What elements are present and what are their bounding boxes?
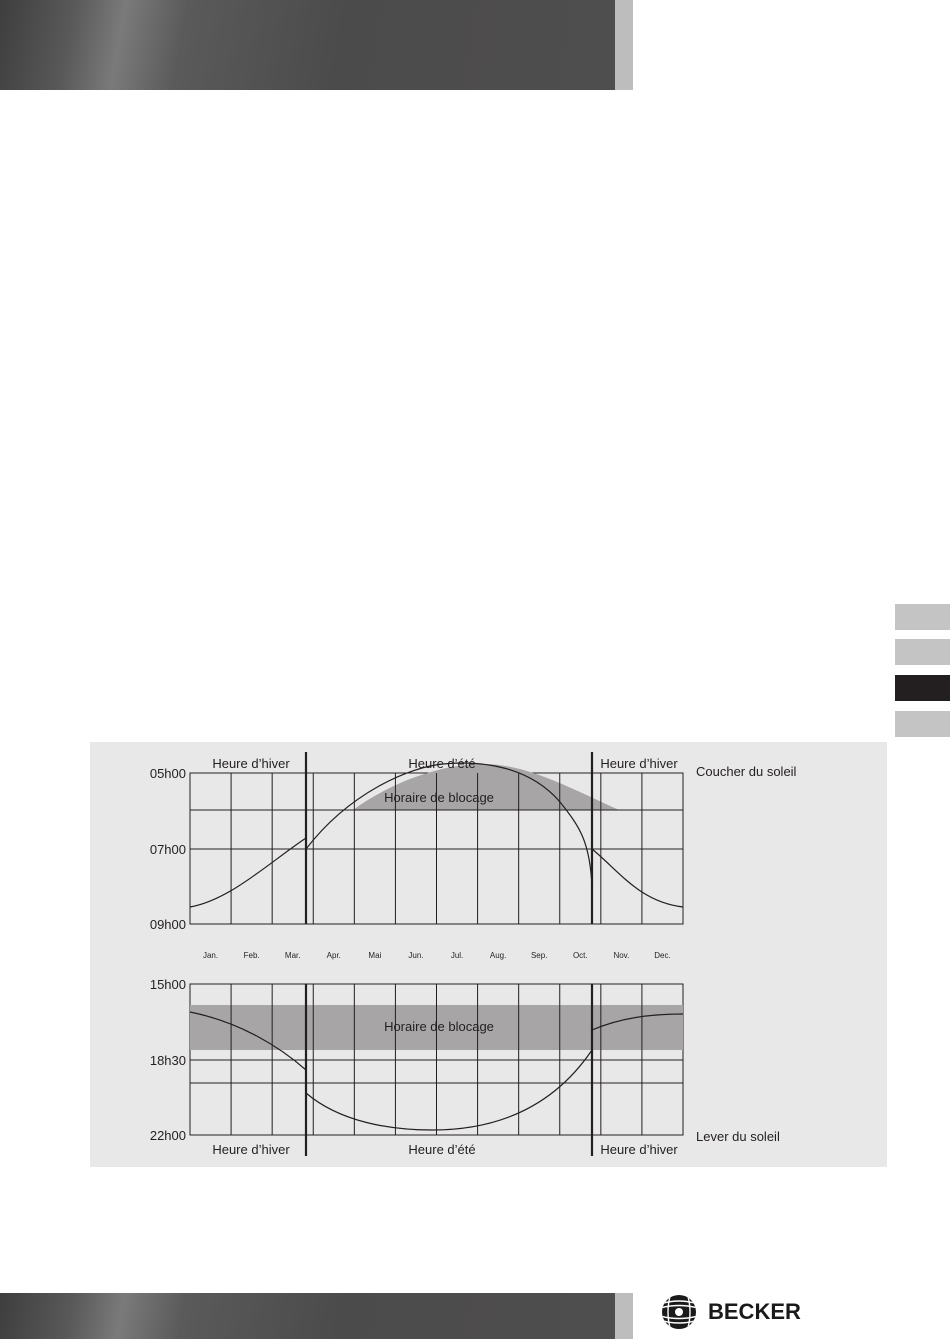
month-axis xyxy=(203,951,671,960)
bottom-y-tick-2200: 22h00 xyxy=(149,1128,186,1143)
month-label: Apr. xyxy=(326,951,341,960)
sunrise-sunset-figure xyxy=(90,742,887,1167)
sun-time-diagram xyxy=(90,742,887,1167)
month-label: Sep. xyxy=(530,951,548,960)
sunrise-label: Lever du soleil xyxy=(696,1129,780,1144)
top-period-label-summer: Heure d’été xyxy=(408,756,476,771)
month-label: Jan. xyxy=(202,951,219,960)
becker-sun-logo-icon xyxy=(660,1293,698,1331)
month-label: Dec. xyxy=(654,951,671,960)
month-label: Oct. xyxy=(572,951,588,960)
top-blocking-label: Horaire de blocage xyxy=(384,790,494,805)
top-period-label-winter-2: Heure d’hiver xyxy=(600,756,678,771)
top-y-tick-0700: 07h00 xyxy=(149,842,186,857)
becker-logo xyxy=(660,1292,801,1332)
language-tab-active[interactable] xyxy=(895,675,950,701)
bottom-period-label-winter-1: Heure d’hiver xyxy=(212,1142,290,1157)
top-winter-curve-1 xyxy=(190,838,306,907)
bottom-summer-curve xyxy=(306,1050,592,1130)
footer-band-edge xyxy=(615,1293,633,1339)
bottom-period-label-summer: Heure d’été xyxy=(408,1142,476,1157)
month-label: Feb. xyxy=(243,951,260,960)
becker-logo-text: BECKER xyxy=(708,1299,801,1324)
header-band-edge xyxy=(615,0,633,90)
footer-band xyxy=(0,1293,615,1339)
language-tab-1[interactable] xyxy=(895,604,950,630)
bottom-period-label-winter-2: Heure d’hiver xyxy=(600,1142,678,1157)
month-label: Jul. xyxy=(450,951,464,960)
sunset-label: Coucher du soleil xyxy=(696,764,797,779)
bottom-y-tick-1500: 15h00 xyxy=(149,977,186,992)
header-band xyxy=(0,0,615,90)
top-chart xyxy=(150,752,797,932)
top-y-tick-0500: 05h00 xyxy=(149,766,186,781)
month-label: Mar. xyxy=(284,951,301,960)
top-period-label-winter-1: Heure d’hiver xyxy=(212,756,290,771)
bottom-y-tick-1830: 18h30 xyxy=(149,1053,186,1068)
month-label: Jun. xyxy=(408,951,424,960)
month-label: Aug. xyxy=(489,951,507,960)
month-label: Mai xyxy=(368,951,382,960)
language-tab-2[interactable] xyxy=(895,639,950,665)
top-winter-curve-2 xyxy=(592,849,683,907)
month-label: Nov. xyxy=(613,951,630,960)
language-tab-4[interactable] xyxy=(895,711,950,737)
bottom-chart xyxy=(150,977,780,1157)
bottom-blocking-label: Horaire de blocage xyxy=(384,1019,494,1034)
top-y-tick-0900: 09h00 xyxy=(149,917,186,932)
